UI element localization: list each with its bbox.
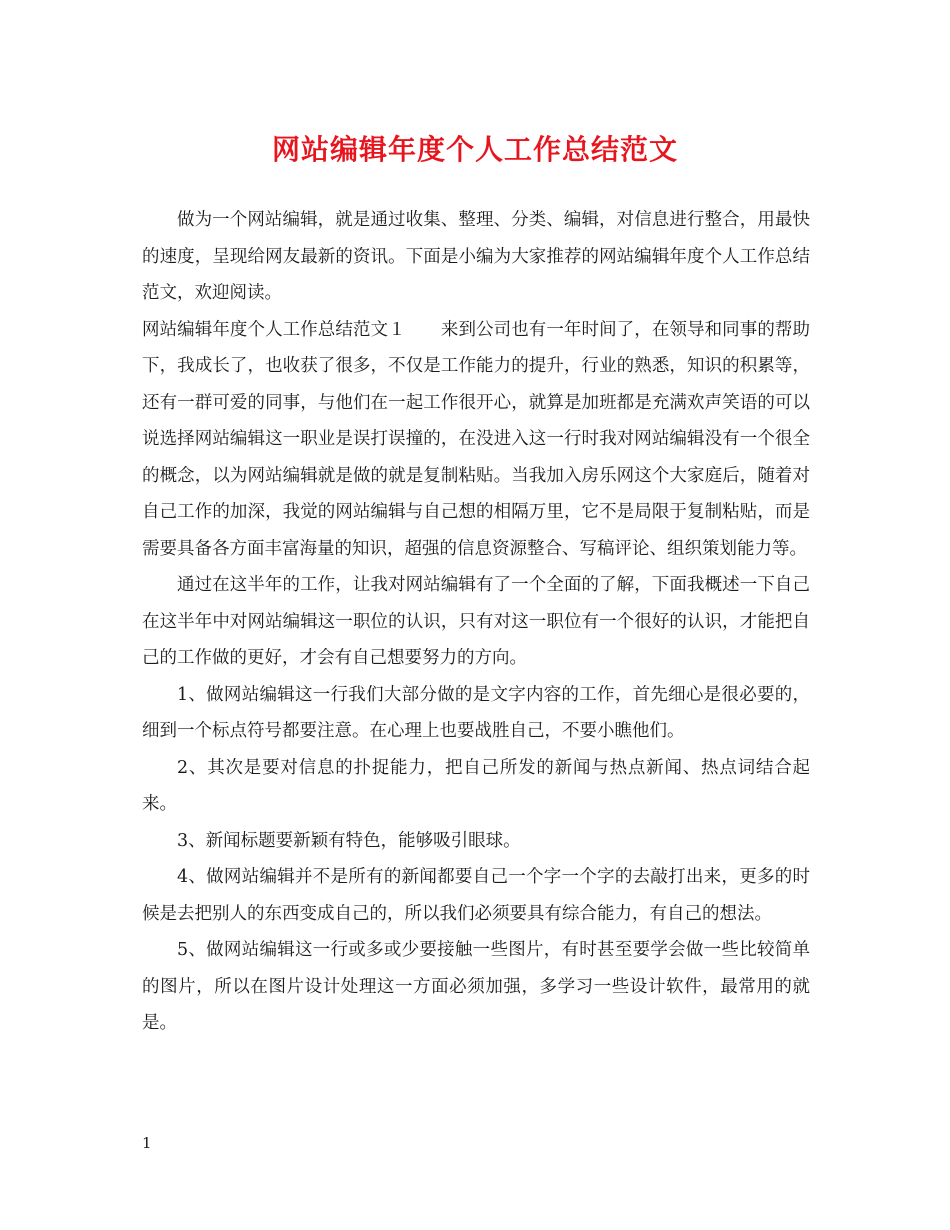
document-title: 网站编辑年度个人工作总结范文 bbox=[271, 133, 678, 166]
page-number: 1 bbox=[142, 1134, 152, 1152]
list-item-3: 3、新闻标题要新颖有特色，能够吸引眼球。 bbox=[177, 830, 521, 851]
list-item-1: 1、做网站编辑这一行我们大部分做的是文字内容的工作，首先细心是很必要的，细到一个标点符号都要注意。在心理上也要战胜自己，不要小瞧他们。 bbox=[142, 684, 810, 741]
list-item-5: 5、做网站编辑这一行或多或少要接触一些图片，有时甚至要学会做一些比较简单的图片，所以在图片设计处理这一方面必须加强，多学习一些设计软件，最常用的就是。 bbox=[142, 940, 810, 1033]
list-item-4: 4、做网站编辑并不是所有的新闻都要自己一个字一个字的去敲打出来，更多的时候是去把别人的东西变成自己的，所以我们必须要具有综合能力，有自己的想法。 bbox=[142, 867, 810, 924]
section-one-paragraph: 网站编辑年度个人工作总结范文１ 来到公司也有一年时间了，在领导和同事的帮助下，我成长了，也收获了很多，不仅是工作能力的提升，行业的熟悉，知识的积累等，还有一群可爱的同事，与他们在一起工作很开心，就算是加班都是充满欢声笑语的可以说选择网站编辑这一职业是误打误撞的，在没进入这一行时我对网站编辑没有一个很全的概念，以为网站编辑就是做的就是复制粘贴。当我加入房乐网这个大家庭后，随着对自己工作的加深，我觉的网站编辑与自己想的相隔万里，它不是局限于复制粘贴，而是需要具备各方面丰富海量的知识，超强的信息资源整合、写稿评论、组织策划能力等。 bbox=[142, 319, 810, 559]
list-item-2: 2、其次是要对信息的扑捉能力，把自己所发的新闻与热点新闻、热点词结合起来。 bbox=[142, 757, 810, 814]
document-body bbox=[142, 202, 810, 1042]
overview-paragraph: 通过在这半年的工作，让我对网站编辑有了一个全面的了解，下面我概述一下自己在这半年中对网站编辑这一职位的认识，只有对这一职位有一个很好的认识，才能把自己的工作做的更好，才会有自己想要努力的方向。 bbox=[142, 575, 810, 668]
intro-paragraph: 做为一个网站编辑，就是通过收集、整理、分类、编辑，对信息进行整合，用最快的速度，呈现给网友最新的资讯。下面是小编为大家推荐的网站编辑年度个人工作总结范文，欢迎阅读。 bbox=[142, 210, 810, 303]
